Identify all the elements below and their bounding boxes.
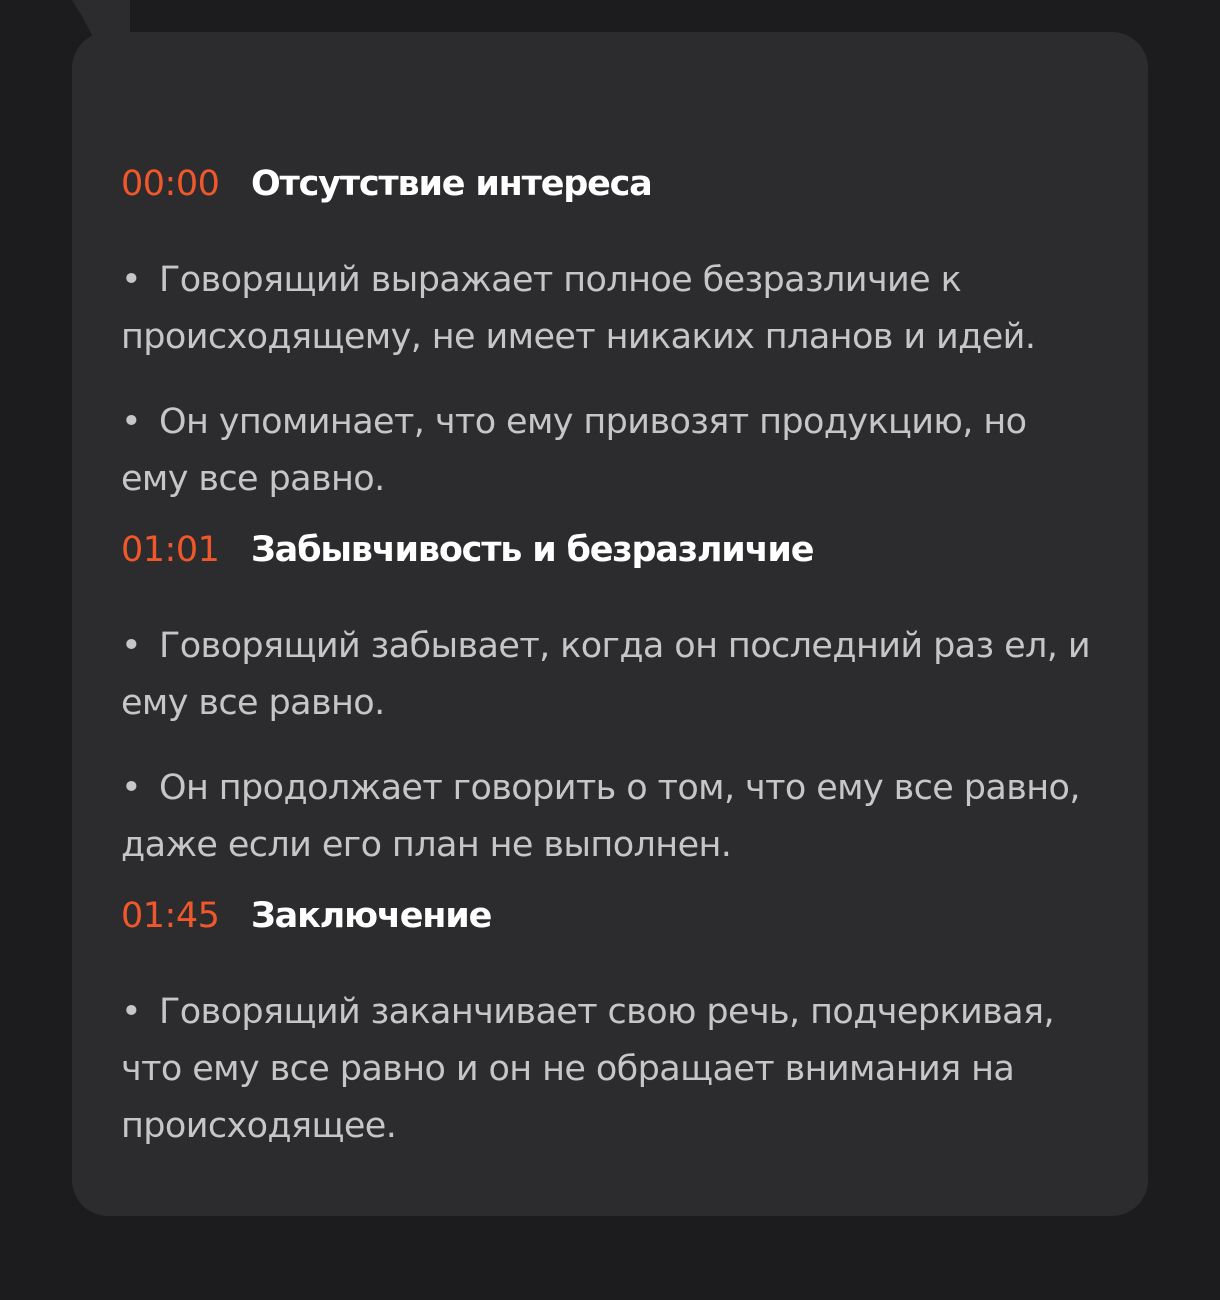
bullet-icon: • <box>121 260 142 300</box>
section-header <box>121 164 1100 222</box>
section-header <box>121 896 1100 954</box>
bullet-icon: • <box>121 992 142 1032</box>
summary-bullet <box>121 252 1100 366</box>
bullet-text: Он продолжает говорить о том, что ему все равно, даже если его план не выполнен. <box>121 768 1080 865</box>
bullet-text: Говорящий заканчивает свою речь, подчеркивая, что ему все равно и он не обращает внимания на происходящее. <box>121 992 1054 1146</box>
bullet-text: Говорящий выражает полное безразличие к происходящему, не имеет никаких планов и идей. <box>121 260 1036 357</box>
summary-bullet <box>121 760 1100 874</box>
section-title: Забывчивость и безразличие <box>251 530 814 570</box>
summary-bullet <box>121 618 1100 732</box>
summary-message-bubble[interactable] <box>72 32 1148 1216</box>
section-title: Отсутствие интереса <box>251 164 652 204</box>
section-header <box>121 530 1100 588</box>
bullet-icon: • <box>121 768 142 808</box>
summary-bullet <box>121 984 1100 1155</box>
bullet-icon: • <box>121 402 142 442</box>
summary-bullet <box>121 394 1100 508</box>
bullet-text: Говорящий забывает, когда он последний раз ел, и ему все равно. <box>121 626 1090 723</box>
bullet-icon: • <box>121 626 142 666</box>
section-title: Заключение <box>251 896 492 936</box>
timestamp-link[interactable]: 01:45 <box>121 896 220 936</box>
bullet-text: Он упоминает, что ему привозят продукцию, но ему все равно. <box>121 402 1027 499</box>
timestamp-link[interactable]: 01:01 <box>121 530 220 570</box>
timestamp-link[interactable]: 00:00 <box>121 164 220 204</box>
